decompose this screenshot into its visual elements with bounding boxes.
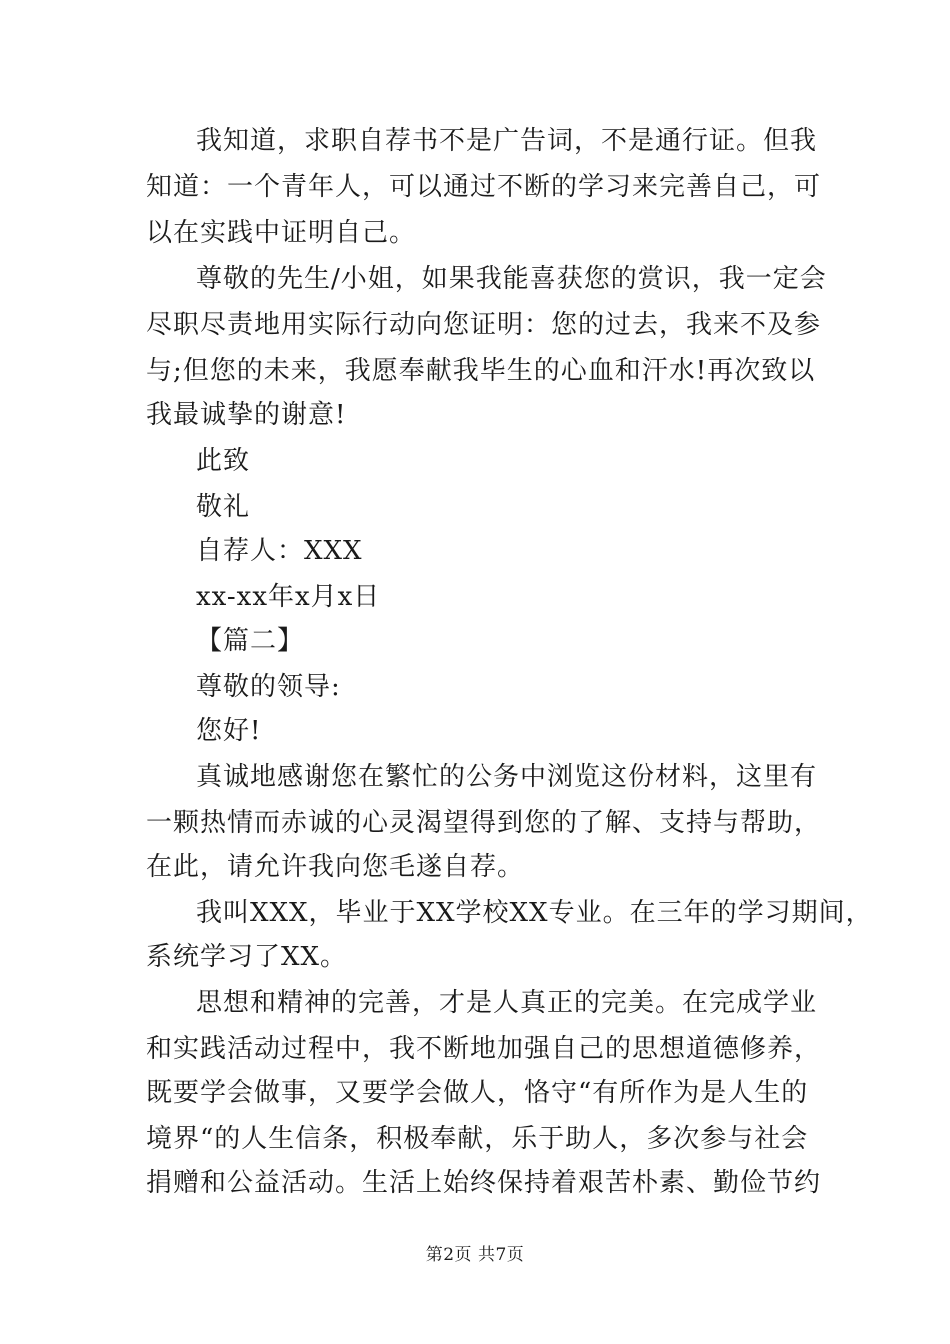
text-line: 一颗热情而赤诚的心灵渴望得到您的了解、支持与帮助， bbox=[146, 808, 822, 838]
section-heading: 【篇二】 bbox=[196, 626, 305, 656]
signature-line: 自荐人：XXX bbox=[196, 536, 363, 566]
text-line: 尽职尽责地用实际行动向您证明：您的过去，我来不及参 bbox=[146, 310, 822, 340]
text-line: 和实践活动过程中，我不断地加强自己的思想道德修养， bbox=[146, 1034, 822, 1064]
greeting-line: 尊敬的领导: bbox=[196, 672, 341, 702]
text-line: 境界“的人生信条，积极奉献，乐于助人，多次参与社会 bbox=[146, 1124, 809, 1154]
text-line: 尊敬的先生/小姐，如果我能喜获您的赏识，我一定会 bbox=[196, 264, 827, 294]
text-line: 在此，请允许我向您毛遂自荐。 bbox=[146, 852, 525, 882]
text-line: 我最诚挚的谢意! bbox=[146, 400, 347, 430]
text-line: 捐赠和公益活动。生活上始终保持着艰苦朴素、勤俭节约 bbox=[146, 1168, 822, 1198]
text-line: 系统学习了XX。 bbox=[146, 942, 348, 972]
text-line: 既要学会做事，又要学会做人，恪守“有所作为是人生的 bbox=[146, 1078, 809, 1108]
date-line: xx-xx年x月x日 bbox=[196, 582, 381, 612]
text-line: 我叫XXX，毕业于XX学校XX专业。在三年的学习期间， bbox=[196, 898, 873, 928]
greeting-line: 您好! bbox=[196, 716, 262, 746]
salute-line: 敬礼 bbox=[196, 492, 251, 522]
text-line: 与;但您的未来，我愿奉献我毕生的心血和汗水!再次致以 bbox=[146, 356, 816, 386]
page-number: 第2页 共7页 bbox=[425, 1245, 525, 1265]
text-line: 以在实践中证明自己。 bbox=[146, 218, 417, 248]
text-line: 我知道，求职自荐书不是广告词，不是通行证。但我 bbox=[196, 126, 818, 156]
closing-line: 此致 bbox=[196, 446, 251, 476]
text-line: 思想和精神的完善，才是人真正的完美。在完成学业 bbox=[196, 988, 818, 1018]
text-line: 知道：一个青年人，可以通过不断的学习来完善自己，可 bbox=[146, 172, 822, 202]
text-line: 真诚地感谢您在繁忙的公务中浏览这份材料，这里有 bbox=[196, 762, 818, 792]
